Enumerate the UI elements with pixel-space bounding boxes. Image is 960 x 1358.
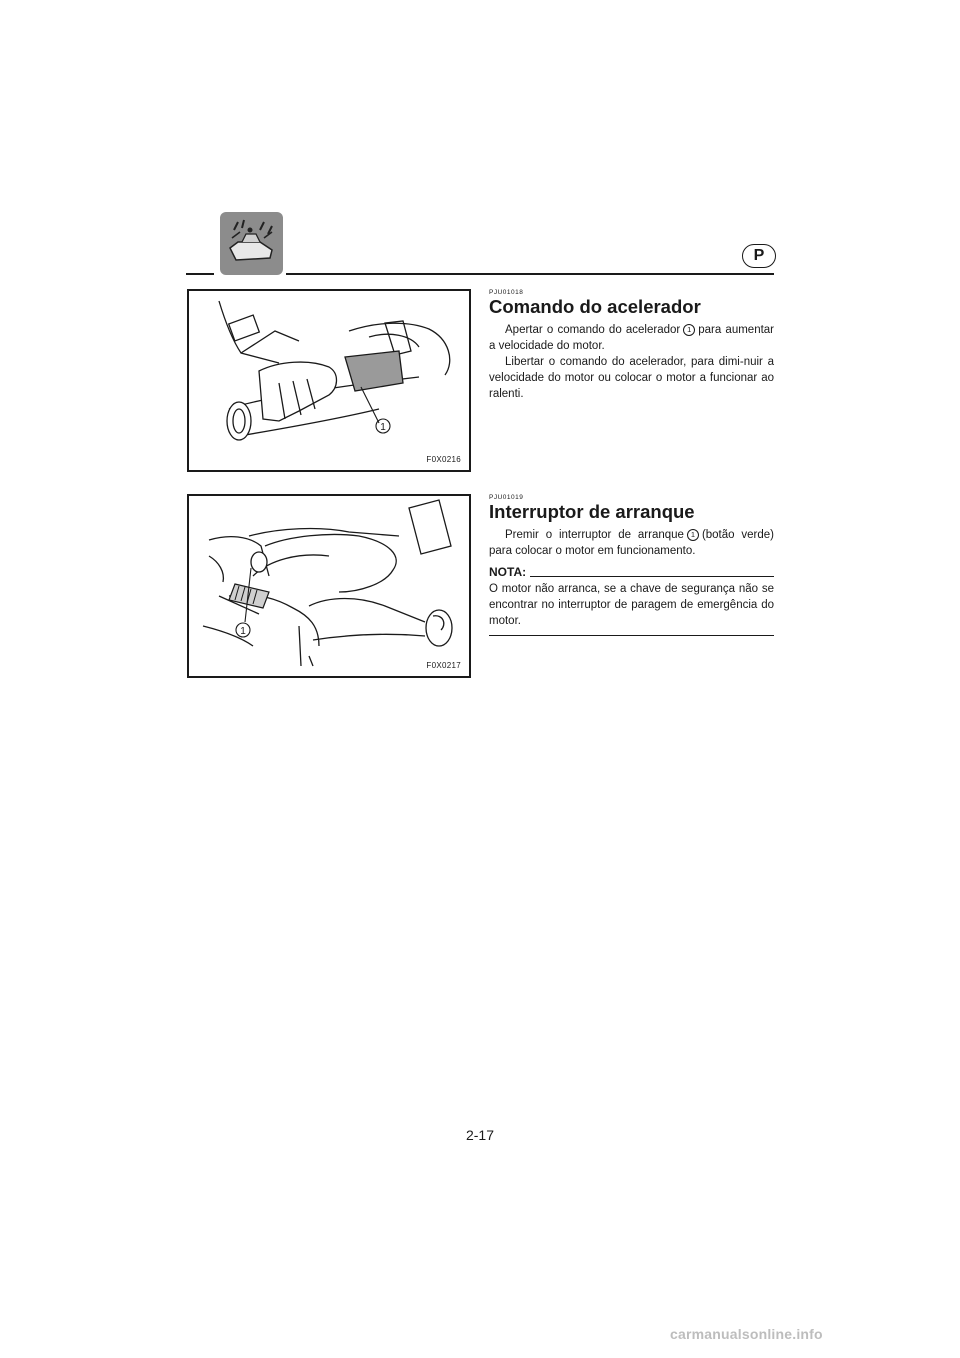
note-rule xyxy=(530,576,774,577)
note-text: O motor não arranca, se a chave de segurança não se encontrar no interruptor de paragem de emergência do motor. xyxy=(489,583,774,627)
header-rule-left xyxy=(186,273,214,275)
figure-code: F0X0217 xyxy=(426,661,461,670)
figure-start-switch xyxy=(187,494,471,678)
section-code: PJU01019 xyxy=(489,494,524,501)
start-switch-illustration xyxy=(189,496,469,676)
note-header xyxy=(489,565,774,579)
throttle-illustration xyxy=(189,291,469,470)
figure-code: F0X0216 xyxy=(426,455,461,464)
callout-ref: 1 xyxy=(687,529,699,541)
page-number: 2-17 xyxy=(465,1127,495,1143)
section-code: PJU01018 xyxy=(489,289,524,296)
section-start-switch xyxy=(489,494,774,636)
section-paragraph: Libertar o comando do acelerador, para dimi-nuir a velocidade do motor ou colocar o motor a funcionar ao ralenti. xyxy=(489,356,774,400)
watermark: carmanualsonline.info xyxy=(670,1326,823,1342)
section-paragraph: Premir o interruptor de arranque 1 (botão verde) para colocar o motor em funcionamento. xyxy=(489,529,774,557)
section-throttle xyxy=(489,289,774,402)
note-label: NOTA: xyxy=(489,565,527,579)
section-paragraph: Apertar o comando do acelerador 1 para aumentar a velocidade do motor. xyxy=(489,324,775,352)
callout-ref: 1 xyxy=(683,324,695,336)
figure-throttle-lever xyxy=(187,289,471,472)
header-rule-right xyxy=(286,273,774,275)
language-badge: P xyxy=(742,244,776,268)
section-title: Interruptor de arranque xyxy=(489,501,695,522)
callout-1-label: 1 xyxy=(380,422,386,433)
section-title: Comando do acelerador xyxy=(489,296,701,317)
callout-1-label: 1 xyxy=(240,626,246,637)
watercraft-section-icon xyxy=(220,212,283,275)
note-end-rule xyxy=(489,635,774,636)
